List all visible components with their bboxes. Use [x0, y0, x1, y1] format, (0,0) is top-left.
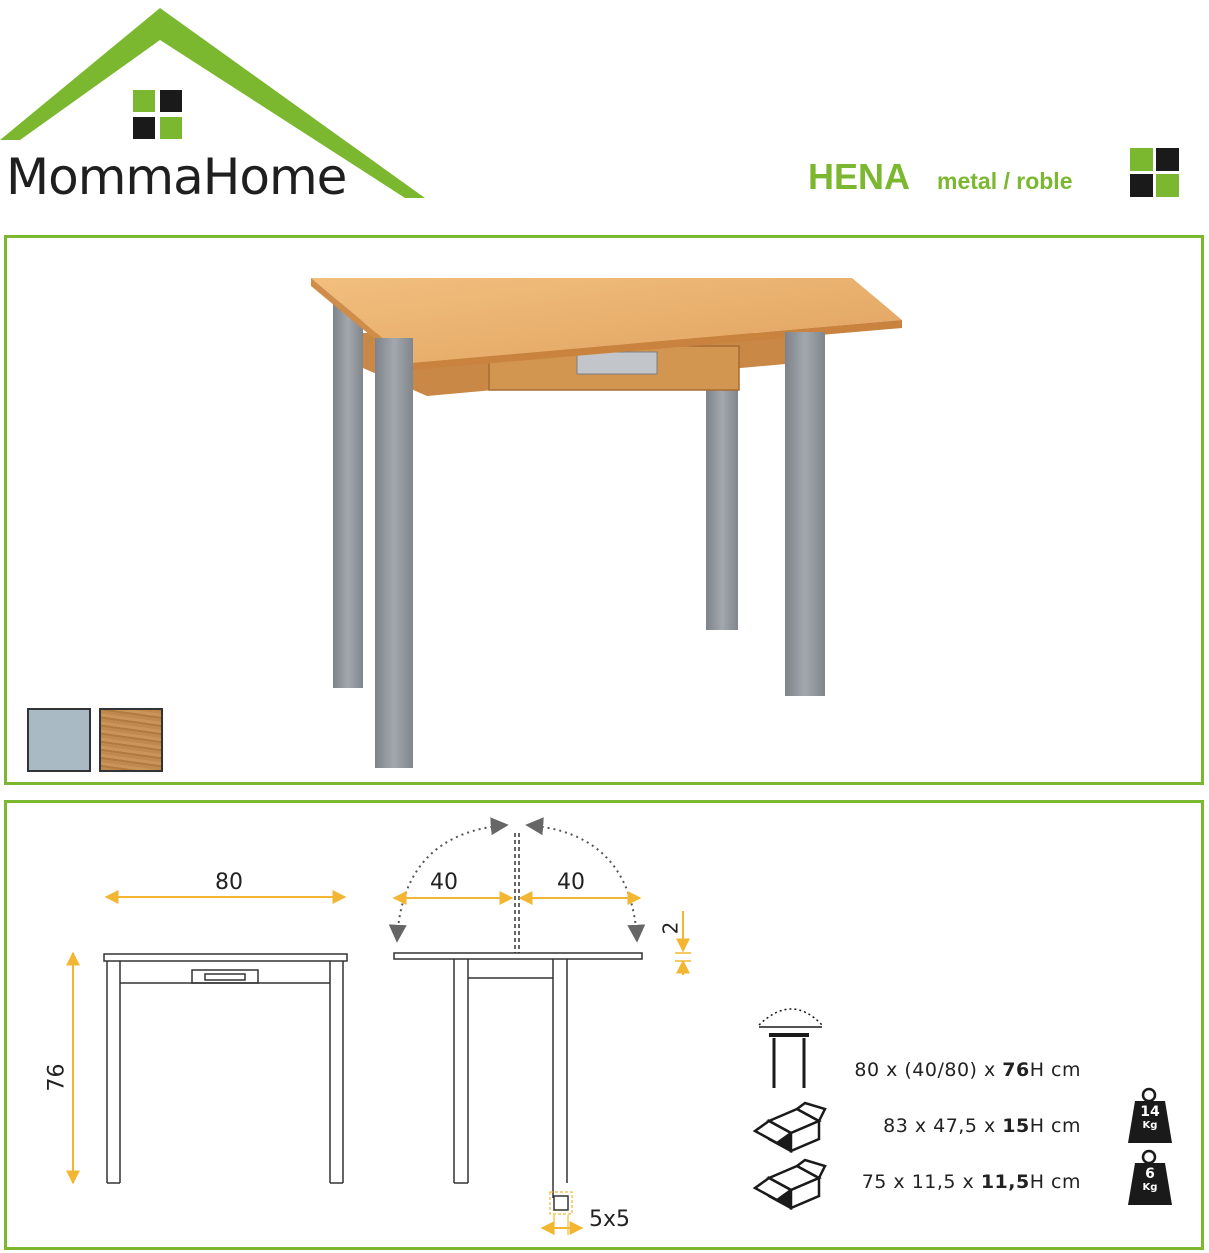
- technical-drawing-panel: [4, 800, 1204, 1250]
- leaf-right-label: 40: [557, 870, 585, 895]
- brand-name: MommaHome: [6, 148, 347, 206]
- product-photo-panel: [4, 235, 1204, 785]
- weight-value-1: 14 Kg: [1140, 1104, 1160, 1131]
- swatch-roble: [99, 708, 163, 772]
- squares-logo-icon: [1130, 148, 1180, 198]
- table-dimensions-icon: [759, 1009, 822, 1088]
- width-label: 80: [215, 870, 243, 895]
- leg-section-label: 5x5: [589, 1207, 631, 1232]
- package-box-icon: [755, 1103, 825, 1151]
- spec-row-table: 80 x (40/80) x 76H cm: [854, 1059, 1081, 1081]
- spec-row-package-2: 75 x 11,5 x 11,5H cm: [861, 1171, 1081, 1193]
- product-model: HENA: [808, 156, 911, 197]
- top-thickness-label: 2: [658, 921, 683, 935]
- weight-value-2: 6 Kg: [1142, 1166, 1158, 1193]
- swatch-metal: [27, 708, 91, 772]
- product-material: metal / roble: [937, 168, 1073, 194]
- leaf-left-label: 40: [430, 870, 458, 895]
- spec-row-package-1: 83 x 47,5 x 15H cm: [883, 1115, 1081, 1137]
- package-box-icon: [755, 1160, 825, 1208]
- height-label: 76: [44, 1063, 70, 1092]
- table-photo: [7, 238, 1201, 782]
